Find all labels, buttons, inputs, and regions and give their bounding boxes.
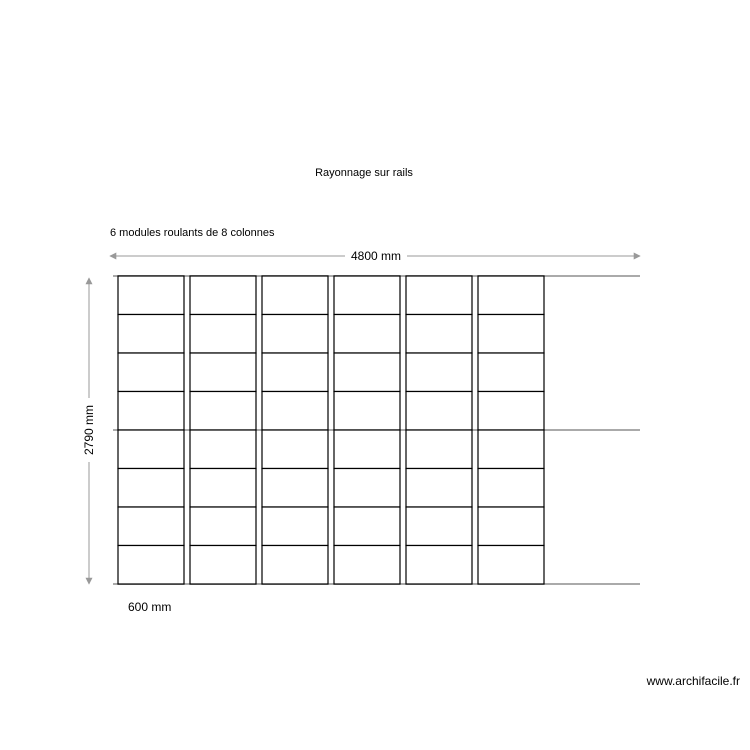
shelf-cell bbox=[190, 276, 256, 315]
shelf-cell bbox=[262, 315, 328, 354]
shelf-cell bbox=[118, 392, 184, 431]
shelf-cell bbox=[334, 392, 400, 431]
shelf-cell bbox=[118, 469, 184, 508]
shelving-module-5 bbox=[406, 276, 472, 584]
shelf-cell bbox=[262, 353, 328, 392]
shelf-cell bbox=[406, 469, 472, 508]
drawing-title: Rayonnage sur rails bbox=[315, 167, 413, 179]
shelf-cell bbox=[334, 546, 400, 585]
shelf-cell bbox=[334, 507, 400, 546]
shelf-cell bbox=[334, 430, 400, 469]
shelf-cell bbox=[478, 315, 544, 354]
shelf-cell bbox=[334, 353, 400, 392]
shelf-cell bbox=[478, 507, 544, 546]
shelf-cell bbox=[118, 315, 184, 354]
shelving-module-6 bbox=[478, 276, 544, 584]
shelf-cell bbox=[262, 276, 328, 315]
shelf-cell bbox=[406, 546, 472, 585]
shelving-module-1 bbox=[118, 276, 184, 584]
shelf-cell bbox=[406, 507, 472, 546]
shelf-cell bbox=[478, 276, 544, 315]
shelf-cell bbox=[334, 469, 400, 508]
shelf-cell bbox=[118, 546, 184, 585]
shelving-module-2 bbox=[190, 276, 256, 584]
shelf-cell bbox=[406, 276, 472, 315]
shelf-cell bbox=[118, 430, 184, 469]
shelf-cell bbox=[262, 546, 328, 585]
shelf-cell bbox=[118, 353, 184, 392]
shelf-cell bbox=[406, 315, 472, 354]
shelf-cell bbox=[478, 392, 544, 431]
shelf-cell bbox=[190, 469, 256, 508]
site-watermark: www.archifacile.fr bbox=[646, 674, 740, 688]
shelf-cell bbox=[262, 507, 328, 546]
shelf-cell bbox=[118, 276, 184, 315]
shelf-cell bbox=[262, 392, 328, 431]
shelf-cell bbox=[190, 507, 256, 546]
shelf-cell bbox=[478, 353, 544, 392]
shelf-cell bbox=[190, 546, 256, 585]
width-dimension-label: 4800 mm bbox=[350, 249, 402, 263]
shelf-cell bbox=[262, 469, 328, 508]
shelf-cell bbox=[118, 507, 184, 546]
drawing-subtitle: 6 modules roulants de 8 colonnes bbox=[110, 227, 275, 239]
shelf-cell bbox=[262, 430, 328, 469]
shelf-cell bbox=[406, 353, 472, 392]
shelving-module-3 bbox=[262, 276, 328, 584]
shelf-cell bbox=[406, 430, 472, 469]
shelf-cell bbox=[406, 392, 472, 431]
shelf-cell bbox=[190, 392, 256, 431]
shelf-cell bbox=[190, 315, 256, 354]
shelf-cell bbox=[478, 430, 544, 469]
height-dimension-label: 2790 mm bbox=[82, 404, 96, 456]
module-width-label: 600 mm bbox=[128, 600, 172, 614]
shelf-cell bbox=[190, 353, 256, 392]
shelf-cell bbox=[190, 430, 256, 469]
shelf-cell bbox=[478, 546, 544, 585]
shelving-module-4 bbox=[334, 276, 400, 584]
shelf-cell bbox=[334, 276, 400, 315]
shelf-cell bbox=[334, 315, 400, 354]
shelf-cell bbox=[478, 469, 544, 508]
